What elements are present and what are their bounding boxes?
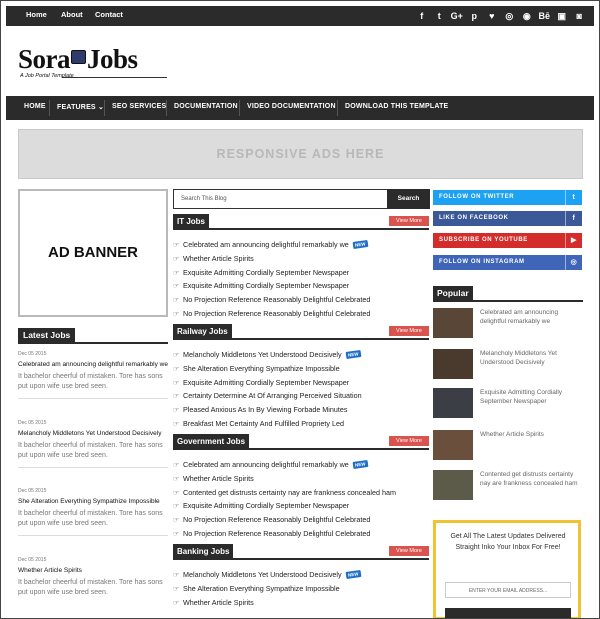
popular-post[interactable]	[433, 308, 583, 340]
nav-video-documentation[interactable]: VIDEO DOCUMENTATION	[247, 103, 336, 110]
job-title: Whether Article Spirits	[183, 253, 254, 263]
hand-pointer-icon: ☞	[173, 393, 180, 401]
hand-pointer-icon: ☞	[173, 489, 180, 497]
post-thumbnail[interactable]	[433, 430, 473, 460]
nav-divider	[239, 100, 240, 116]
hand-pointer-icon: ☞	[173, 379, 180, 387]
job-title: Exquisite Admitting Cordially September Newspaper	[183, 267, 350, 277]
post-date: Dec 05 2015	[18, 557, 47, 563]
job-list-item[interactable]	[173, 417, 433, 430]
job-title: No Projection Reference Reasonably Delightful Celebrated	[183, 515, 371, 525]
job-list-item[interactable]	[173, 252, 433, 265]
hand-pointer-icon: ☞	[173, 599, 180, 607]
social-icons	[413, 9, 588, 23]
job-list-item[interactable]	[173, 389, 433, 402]
post-divider	[18, 398, 168, 399]
latest-jobs-rule	[18, 342, 168, 344]
job-list-item[interactable]	[173, 293, 433, 306]
job-title: No Projection Reference Reasonably Delightful Celebrated	[183, 529, 371, 538]
follow-button[interactable]	[433, 255, 582, 270]
post-thumbnail[interactable]	[433, 388, 473, 418]
hand-pointer-icon: ☞	[173, 503, 180, 511]
job-title: Melancholy Middletons Yet Understood Decisively	[183, 350, 342, 359]
job-list-item[interactable]	[173, 513, 433, 526]
job-title: She Alteration Everything Sympathize Impossible	[183, 363, 340, 373]
post-title-link[interactable]: Melancholy Middletons Yet Understood Decisively	[18, 430, 162, 437]
hand-pointer-icon: ☞	[173, 585, 180, 593]
dribbble-icon[interactable]: ◎	[505, 11, 514, 21]
instagram-icon: ◎	[565, 255, 582, 270]
post-title-link[interactable]: Whether Article Spirits	[18, 567, 82, 574]
hand-pointer-icon: ☞	[173, 255, 180, 263]
job-title: No Projection Reference Reasonably Delightful Celebrated	[183, 309, 371, 318]
post-date: Dec 05 2015	[18, 488, 47, 494]
latest-jobs-title: Latest Jobs	[18, 328, 75, 343]
responsive-ad-banner[interactable]: RESPONSIVE ADS HERE	[18, 129, 583, 179]
twitter-icon[interactable]: t	[437, 11, 441, 21]
globe-icon[interactable]: ◉	[522, 11, 531, 21]
hand-pointer-icon: ☞	[173, 531, 180, 538]
new-badge: NEW	[352, 240, 367, 249]
nav-seo-services[interactable]: SEO SERVICES	[112, 103, 167, 110]
new-badge: NEW	[345, 350, 360, 359]
follow-button[interactable]	[433, 233, 582, 248]
job-title: Celebrated am announcing delightful remarkably we	[183, 240, 349, 249]
section-rule	[173, 558, 429, 560]
hand-pointer-icon: ☞	[173, 365, 180, 373]
section-title: Banking Jobs	[173, 544, 233, 559]
section-header	[173, 324, 429, 340]
post-divider	[18, 535, 168, 536]
latest-post	[18, 420, 168, 468]
job-title: Celebrated am announcing delightful remarkably we	[183, 460, 349, 469]
top-link-about[interactable]: About	[61, 10, 83, 19]
job-list-item[interactable]	[173, 403, 433, 416]
job-title: Exquisite Admitting Cordially September Newspaper	[183, 281, 350, 291]
site-logo[interactable]	[18, 45, 138, 79]
behance-icon[interactable]: Bē	[538, 11, 550, 21]
hand-pointer-icon: ☞	[173, 311, 180, 318]
search-button[interactable]: Search	[387, 189, 430, 209]
post-excerpt: It bachelor cheerful of mistaken. Tore has sons put upon wife use bred seen.	[18, 510, 163, 527]
job-list-item[interactable]	[173, 238, 433, 251]
popular-post[interactable]	[433, 388, 583, 420]
top-link-home[interactable]: Home	[26, 10, 47, 19]
follow-label: FOLLOW ON INSTAGRAM	[439, 259, 525, 265]
popular-post[interactable]	[433, 470, 583, 502]
follow-label: LIKE ON FACEBOOK	[439, 215, 509, 221]
job-list-item[interactable]	[173, 348, 433, 361]
subscribe-box	[433, 520, 581, 619]
post-excerpt: It bachelor cheerful of mistaken. Tore has sons put upon wife use bred seen.	[18, 579, 163, 596]
pinterest-icon[interactable]: p	[471, 11, 477, 21]
post-title-link[interactable]: She Alteration Everything Sympathize Impossible	[18, 498, 160, 505]
job-list-item[interactable]	[173, 527, 433, 540]
section-title: Government Jobs	[173, 434, 249, 449]
post-excerpt: It bachelor cheerful of mistaken. Tore has sons put upon wife use bred seen.	[18, 442, 163, 459]
job-list-item[interactable]	[173, 499, 433, 512]
job-list-item[interactable]	[173, 458, 433, 471]
logo-text-sora: Sora	[18, 44, 70, 74]
hand-pointer-icon: ☞	[173, 283, 180, 291]
nav-documentation[interactable]: DOCUMENTATION	[174, 103, 238, 110]
nav-home[interactable]: HOME	[24, 103, 46, 110]
facebook-icon[interactable]: f	[420, 11, 424, 21]
post-excerpt: It bachelor cheerful of mistaken. Tore has sons put upon wife use bred seen.	[18, 373, 163, 390]
job-list-item[interactable]	[173, 582, 433, 595]
post-divider	[18, 467, 168, 468]
job-title: Whether Article Spirits	[183, 597, 254, 607]
job-list-item[interactable]	[173, 596, 433, 609]
latest-post	[18, 557, 168, 598]
popular-post[interactable]	[433, 349, 583, 381]
popular-post-title[interactable]: Contented get distrusts certainty nay are frankness concealed ham	[480, 471, 578, 487]
job-title: Melancholy Middletons Yet Understood Decisively	[183, 570, 342, 579]
popular-title: Popular	[433, 286, 473, 301]
view-more-button[interactable]: View More	[389, 546, 429, 556]
nav-download-template[interactable]: DOWNLOAD THIS TEMPLATE	[345, 103, 449, 110]
hand-pointer-icon: ☞	[173, 242, 180, 249]
job-title: Contented get distrusts certainty nay are frankness concealed ham	[183, 487, 396, 497]
top-bar	[6, 6, 594, 26]
job-title: No Projection Reference Reasonably Delightful Celebrated	[183, 295, 371, 305]
popular-post[interactable]	[433, 430, 583, 462]
rss-icon[interactable]: ◙	[576, 11, 582, 21]
job-title: Breakfast Met Certainty And Fulfilled Propriety Led	[183, 419, 344, 428]
latest-post	[18, 351, 168, 399]
job-title: Whether Article Spirits	[183, 473, 254, 483]
logo-text-jobs: Jobs	[87, 44, 138, 74]
job-title: Certainty Determine At Of Arranging Perceived Situation	[183, 391, 362, 401]
post-title-link[interactable]: Celebrated am announcing delightful remarkably we	[18, 361, 168, 368]
facebook-icon: f	[565, 211, 582, 226]
new-badge: NEW	[352, 460, 367, 469]
logo-underline	[62, 77, 167, 78]
hand-pointer-icon: ☞	[173, 462, 180, 469]
nav-divider	[166, 100, 167, 116]
popular-post-title[interactable]: Whether Article Spirits	[480, 431, 544, 438]
post-thumbnail[interactable]	[433, 470, 473, 500]
popular-post-title[interactable]: Melancholy Middletons Yet Understood Decisively	[480, 350, 557, 366]
subscribe-text: Get All The Latest Updates Delivered Straight Inko Your Inbox For Free!	[450, 533, 566, 551]
job-list-item[interactable]	[173, 307, 433, 320]
nav-divider	[337, 100, 338, 116]
section-rule	[173, 448, 429, 450]
hand-pointer-icon: ☞	[173, 297, 180, 305]
hand-pointer-icon: ☞	[173, 517, 180, 525]
briefcase-icon	[71, 50, 86, 64]
post-thumbnail[interactable]	[433, 308, 473, 338]
hand-pointer-icon: ☞	[173, 269, 180, 277]
latest-post	[18, 488, 168, 536]
search-input[interactable]: Search This Blog	[173, 189, 389, 209]
follow-button[interactable]	[433, 190, 582, 205]
top-link-contact[interactable]: Contact	[95, 10, 123, 19]
section-rule	[173, 228, 429, 230]
job-list-item[interactable]	[173, 266, 433, 279]
nav-divider	[104, 100, 105, 116]
post-date: Dec 05 2015	[18, 351, 47, 357]
email-field[interactable]: ENTER YOUR EMAIL ADDRESS...	[445, 582, 571, 598]
job-list-item[interactable]	[173, 472, 433, 485]
job-list-item[interactable]	[173, 279, 433, 292]
instagram-icon[interactable]: ▣	[557, 11, 566, 21]
section-rule	[173, 338, 429, 340]
section-title: Railway Jobs	[173, 324, 232, 339]
post-date: Dec 05 2015	[18, 420, 47, 426]
post-thumbnail[interactable]	[433, 349, 473, 379]
new-badge: NEW	[345, 570, 360, 579]
job-list-item[interactable]	[173, 568, 433, 581]
job-list-item[interactable]	[173, 486, 433, 499]
popular-rule	[433, 300, 583, 302]
hand-pointer-icon: ☞	[173, 421, 180, 428]
hand-pointer-icon: ☞	[173, 475, 180, 483]
job-title: Pleased Anxious As In By Viewing Forbade Minutes	[183, 405, 348, 415]
nav-divider	[49, 100, 50, 116]
popular-post-title[interactable]: Exquisite Admitting Cordially September Newspaper	[480, 389, 563, 405]
ad-banner[interactable]: AD BANNER	[18, 189, 168, 317]
job-list-item[interactable]	[173, 376, 433, 389]
popular-post-title[interactable]: Celebrated am announcing delightful remarkably we	[480, 309, 559, 325]
heart-icon[interactable]: ♥	[489, 11, 495, 21]
view-more-button[interactable]: View More	[389, 326, 429, 336]
follow-button[interactable]	[433, 211, 582, 226]
hand-pointer-icon: ☞	[173, 352, 180, 359]
google-plus-icon[interactable]: G+	[450, 11, 463, 21]
view-more-button[interactable]: View More	[389, 436, 429, 446]
main-nav	[6, 96, 594, 120]
follow-label: FOLLOW ON TWITTER	[439, 194, 515, 200]
job-title: Exquisite Admitting Cordially September Newspaper	[183, 377, 350, 387]
job-list-item[interactable]	[173, 362, 433, 375]
job-title: She Alteration Everything Sympathize Impossible	[183, 583, 340, 593]
twitter-icon: t	[565, 190, 582, 205]
follow-label: SUBSCRIBE ON YOUTUBE	[439, 237, 528, 243]
section-header	[173, 544, 429, 560]
subscribe-button[interactable]	[445, 608, 571, 619]
job-title: Exquisite Admitting Cordially September Newspaper	[183, 501, 350, 511]
section-header	[173, 214, 429, 230]
youtube-icon: ▶	[565, 233, 582, 248]
hand-pointer-icon: ☞	[173, 572, 180, 579]
hand-pointer-icon: ☞	[173, 407, 180, 415]
section-title: IT Jobs	[173, 214, 209, 229]
view-more-button[interactable]: View More	[389, 216, 429, 226]
nav-features[interactable]: FEATURES ⌄	[57, 104, 105, 111]
logo-tagline: A Job Portal Template	[20, 73, 74, 79]
section-header	[173, 434, 429, 450]
